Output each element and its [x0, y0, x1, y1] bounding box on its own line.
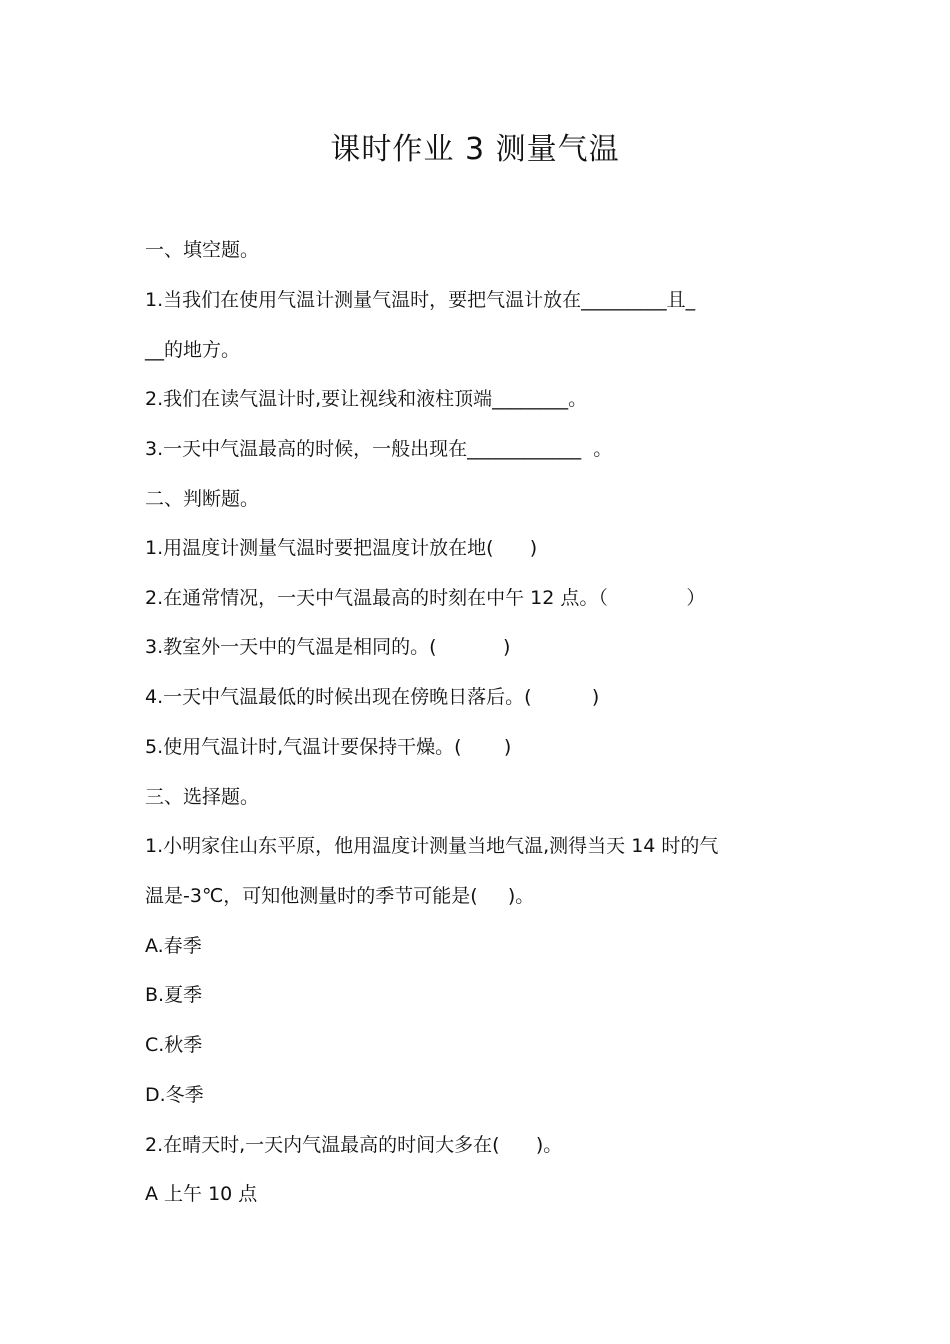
section-heading-multiple-choice: 三、选择题。 [145, 786, 260, 808]
section-heading-fill-blank: 一、填空题。 [145, 239, 260, 261]
choice-question-1-option-d: D.冬季 [145, 1084, 204, 1106]
choice-question-1-line-1: 1.小明家住山东平原，他用温度计测量当地气温,测得当天 14 时的气 [145, 835, 719, 857]
fill-question-2: 2.我们在读气温计时,要让视线和液柱顶端________。 [145, 388, 588, 410]
choice-question-1-option-a: A.春季 [145, 935, 202, 957]
choice-question-1-option-b: B.夏季 [145, 984, 203, 1006]
judge-question-5: 5.使用气温计时,气温计要保持干燥。( ) [145, 736, 512, 758]
fill-question-1-line-1: 1.当我们在使用气温计测量气温时，要把气温计放在_________且_ [145, 289, 696, 311]
section-heading-true-false: 二、判断题。 [145, 488, 260, 510]
choice-question-2: 2.在晴天时,一天内气温最高的时间大多在( )。 [145, 1134, 563, 1156]
judge-question-1: 1.用温度计测量气温时要把温度计放在地( ) [145, 537, 538, 559]
judge-question-4: 4.一天中气温最低的时候出现在傍晚日落后。( ) [145, 686, 600, 708]
page-title: 课时作业 3 测量气温 [330, 132, 620, 167]
choice-question-1-option-c: C.秋季 [145, 1034, 203, 1056]
judge-question-3: 3.教室外一天中的气温是相同的。( ) [145, 636, 511, 658]
choice-question-2-option-a: A 上午 10 点 [145, 1183, 258, 1205]
fill-question-1-line-2: __的地方。 [145, 339, 241, 361]
judge-question-2: 2.在通常情况，一天中气温最高的时刻在中午 12 点。（ ） [145, 587, 706, 609]
fill-question-3: 3.一天中气温最高的时候，一般出现在____________ 。 [145, 438, 613, 460]
choice-question-1-line-2: 温是-3℃，可知他测量时的季节可能是( )。 [145, 885, 535, 907]
